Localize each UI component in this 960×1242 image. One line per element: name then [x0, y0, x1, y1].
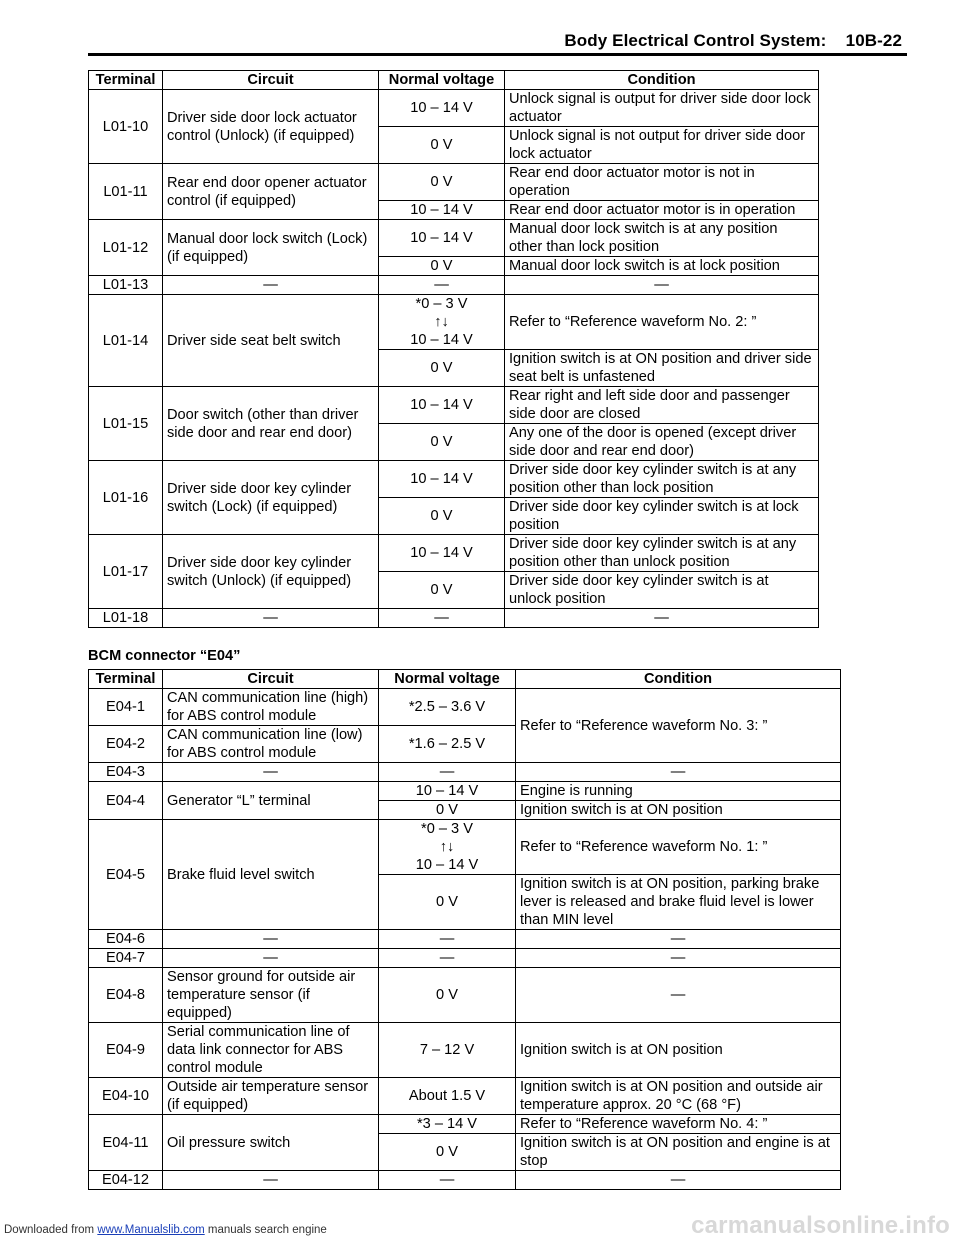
- table-row: [89, 968, 841, 1023]
- table-row: [89, 609, 819, 628]
- table-row: [89, 1023, 841, 1078]
- circuit-cell: —: [163, 949, 379, 968]
- circuit-cell: Oil pressure switch: [163, 1115, 379, 1171]
- manualslib-link[interactable]: www.Manualslib.com: [97, 1224, 205, 1236]
- table-row: [89, 295, 819, 350]
- voltage-low: *0 – 3 V: [421, 821, 473, 837]
- section-heading: BCM connector “E04”: [88, 648, 241, 664]
- voltage-cell: 0 V: [379, 257, 505, 276]
- connector-e04-table: [88, 669, 841, 1190]
- voltage-cell: 10 – 14 V: [379, 220, 505, 257]
- header-condition: Condition: [505, 71, 819, 90]
- voltage-cell: 0 V: [379, 1134, 516, 1171]
- terminal-cell: L01-12: [89, 220, 163, 276]
- voltage-cell: 10 – 14 V: [379, 387, 505, 424]
- voltage-cell: 10 – 14 V: [379, 90, 505, 127]
- circuit-cell: Rear end door opener actuator control (if equipped): [163, 164, 379, 220]
- table-row: [89, 820, 841, 875]
- table-row: [89, 1171, 841, 1190]
- condition-cell: —: [516, 1171, 841, 1190]
- header-normal-voltage: Normal voltage: [379, 670, 516, 689]
- table-row: [89, 1115, 841, 1134]
- footer-suffix: manuals search engine: [204, 1224, 327, 1236]
- condition-cell: Unlock signal is output for driver side door lock actuator: [505, 90, 819, 127]
- table-row: [89, 164, 819, 201]
- voltage-cell: —: [379, 276, 505, 295]
- voltage-cell: 0 V: [379, 498, 505, 535]
- voltage-cell: 0 V: [379, 968, 516, 1023]
- circuit-cell: Driver side seat belt switch: [163, 295, 379, 387]
- table-row: [89, 930, 841, 949]
- terminal-cell: L01-11: [89, 164, 163, 220]
- page-header-title: Body Electrical Control System: 10B-22: [564, 31, 902, 50]
- up-down-arrow-icon: ↑↓: [439, 839, 455, 855]
- terminal-cell: E04-4: [89, 782, 163, 820]
- voltage-low: *0 – 3 V: [415, 296, 468, 312]
- circuit-cell: Outside air temperature sensor (if equipped): [163, 1078, 379, 1115]
- voltage-cell: —: [379, 609, 505, 628]
- circuit-cell: CAN communication line (high) for ABS control module: [163, 689, 379, 726]
- voltage-cell: 0 V: [379, 572, 505, 609]
- header-terminal: Terminal: [89, 71, 163, 90]
- circuit-cell: Driver side door key cylinder switch (Unlock) (if equipped): [163, 535, 379, 609]
- circuit-cell: Driver side door key cylinder switch (Lock) (if equipped): [163, 461, 379, 535]
- terminal-cell: E04-7: [89, 949, 163, 968]
- terminal-cell: E04-5: [89, 820, 163, 930]
- header-rule: [88, 53, 907, 56]
- voltage-high: 10 – 14 V: [410, 332, 473, 348]
- voltage-cell: 0 V: [379, 801, 516, 820]
- voltage-high: 10 – 14 V: [415, 857, 479, 873]
- circuit-cell: CAN communication line (low) for ABS control module: [163, 726, 379, 763]
- condition-cell: Refer to “Reference waveform No. 4: ”: [516, 1115, 841, 1134]
- header-circuit: Circuit: [163, 670, 379, 689]
- table-row: [89, 763, 841, 782]
- condition-cell: Engine is running: [516, 782, 841, 801]
- voltage-cell: 0 V: [379, 875, 516, 930]
- voltage-cell: 0 V: [379, 424, 505, 461]
- terminal-cell: E04-6: [89, 930, 163, 949]
- voltage-cell: —: [379, 1171, 516, 1190]
- table-row: [89, 949, 841, 968]
- voltage-cell: 7 – 12 V: [379, 1023, 516, 1078]
- table-row: [89, 461, 819, 498]
- header-circuit: Circuit: [163, 71, 379, 90]
- condition-cell: Refer to “Reference waveform No. 3: ”: [516, 689, 841, 763]
- terminal-cell: L01-17: [89, 535, 163, 609]
- circuit-cell: Manual door lock switch (Lock) (if equipped): [163, 220, 379, 276]
- condition-cell: Ignition switch is at ON position and outside air temperature approx. 20 °C (68 °F): [516, 1078, 841, 1115]
- table-row: [89, 535, 819, 572]
- voltage-cell: 0 V: [379, 164, 505, 201]
- circuit-cell: Driver side door lock actuator control (Unlock) (if equipped): [163, 90, 379, 164]
- voltage-cell: —: [379, 763, 516, 782]
- voltage-cell: 10 – 14 V: [379, 201, 505, 220]
- condition-cell: Driver side door key cylinder switch is at lock position: [505, 498, 819, 535]
- terminal-cell: E04-10: [89, 1078, 163, 1115]
- condition-cell: Driver side door key cylinder switch is at any position other than unlock position: [505, 535, 819, 572]
- condition-cell: Ignition switch is at ON position and engine is at stop: [516, 1134, 841, 1171]
- terminal-cell: L01-10: [89, 90, 163, 164]
- voltage-cell: *3 – 14 V: [379, 1115, 516, 1134]
- voltage-cell: 10 – 14 V: [379, 461, 505, 498]
- condition-cell: —: [516, 968, 841, 1023]
- terminal-cell: L01-15: [89, 387, 163, 461]
- voltage-cell: About 1.5 V: [379, 1078, 516, 1115]
- condition-cell: Ignition switch is at ON position, parking brake lever is released and brake fluid level is lower than MIN level: [516, 875, 841, 930]
- circuit-cell: —: [163, 609, 379, 628]
- condition-cell: Refer to “Reference waveform No. 2: ”: [505, 295, 819, 350]
- circuit-cell: Brake fluid level switch: [163, 820, 379, 930]
- condition-cell: —: [505, 276, 819, 295]
- condition-cell: Driver side door key cylinder switch is at unlock position: [505, 572, 819, 609]
- condition-cell: Rear end door actuator motor is not in operation: [505, 164, 819, 201]
- terminal-cell: E04-11: [89, 1115, 163, 1171]
- voltage-cell: 10 – 14 V: [379, 535, 505, 572]
- terminal-cell: E04-3: [89, 763, 163, 782]
- condition-cell: —: [516, 930, 841, 949]
- circuit-cell: Generator “L” terminal: [163, 782, 379, 820]
- circuit-cell: —: [163, 930, 379, 949]
- voltage-cell: 0 V: [379, 350, 505, 387]
- condition-cell: Rear end door actuator motor is in operation: [505, 201, 819, 220]
- voltage-cell: [379, 820, 516, 875]
- voltage-cell: —: [379, 949, 516, 968]
- voltage-cell: 0 V: [379, 127, 505, 164]
- circuit-cell: —: [163, 1171, 379, 1190]
- circuit-cell: —: [163, 763, 379, 782]
- footer-prefix: Downloaded from: [4, 1224, 98, 1236]
- voltage-cell: *2.5 – 3.6 V: [379, 689, 516, 726]
- table-row: [89, 276, 819, 295]
- header-normal-voltage: Normal voltage: [379, 71, 505, 90]
- voltage-cell: [379, 295, 505, 350]
- voltage-cell: *1.6 – 2.5 V: [379, 726, 516, 763]
- terminal-cell: E04-9: [89, 1023, 163, 1078]
- voltage-cell: —: [379, 930, 516, 949]
- condition-cell: Unlock signal is not output for driver side door lock actuator: [505, 127, 819, 164]
- condition-cell: Any one of the door is opened (except driver side door and rear end door): [505, 424, 819, 461]
- terminal-cell: E04-12: [89, 1171, 163, 1190]
- header-condition: Condition: [516, 670, 841, 689]
- condition-cell: Driver side door key cylinder switch is at any position other than lock position: [505, 461, 819, 498]
- condition-cell: —: [516, 949, 841, 968]
- terminal-cell: L01-16: [89, 461, 163, 535]
- condition-cell: Manual door lock switch is at lock position: [505, 257, 819, 276]
- header-terminal: Terminal: [89, 670, 163, 689]
- terminal-cell: L01-14: [89, 295, 163, 387]
- connector-l01-table: [88, 70, 819, 628]
- voltage-cell: 10 – 14 V: [379, 782, 516, 801]
- condition-cell: Rear right and left side door and passenger side door are closed: [505, 387, 819, 424]
- condition-cell: —: [505, 609, 819, 628]
- terminal-cell: E04-8: [89, 968, 163, 1023]
- watermark: carmanualsonline.info: [691, 1212, 950, 1239]
- condition-cell: Ignition switch is at ON position: [516, 1023, 841, 1078]
- terminal-cell: L01-13: [89, 276, 163, 295]
- table-header-row: [89, 670, 841, 689]
- up-down-arrow-icon: ↑↓: [434, 314, 449, 330]
- circuit-cell: Door switch (other than driver side door and rear end door): [163, 387, 379, 461]
- terminal-cell: E04-1: [89, 689, 163, 726]
- condition-cell: Refer to “Reference waveform No. 1: ”: [516, 820, 841, 875]
- circuit-cell: Sensor ground for outside air temperature sensor (if equipped): [163, 968, 379, 1023]
- condition-cell: Ignition switch is at ON position and driver side seat belt is unfastened: [505, 350, 819, 387]
- download-footer: [4, 1224, 327, 1236]
- condition-cell: Manual door lock switch is at any position other than lock position: [505, 220, 819, 257]
- terminal-cell: E04-2: [89, 726, 163, 763]
- condition-cell: —: [516, 763, 841, 782]
- table-row: [89, 689, 841, 726]
- circuit-cell: Serial communication line of data link connector for ABS control module: [163, 1023, 379, 1078]
- condition-cell: Ignition switch is at ON position: [516, 801, 841, 820]
- table-row: [89, 90, 819, 127]
- table-row: [89, 387, 819, 424]
- table-row: [89, 220, 819, 257]
- table-header-row: [89, 71, 819, 90]
- terminal-cell: L01-18: [89, 609, 163, 628]
- circuit-cell: —: [163, 276, 379, 295]
- table-row: [89, 1078, 841, 1115]
- table-row: [89, 782, 841, 801]
